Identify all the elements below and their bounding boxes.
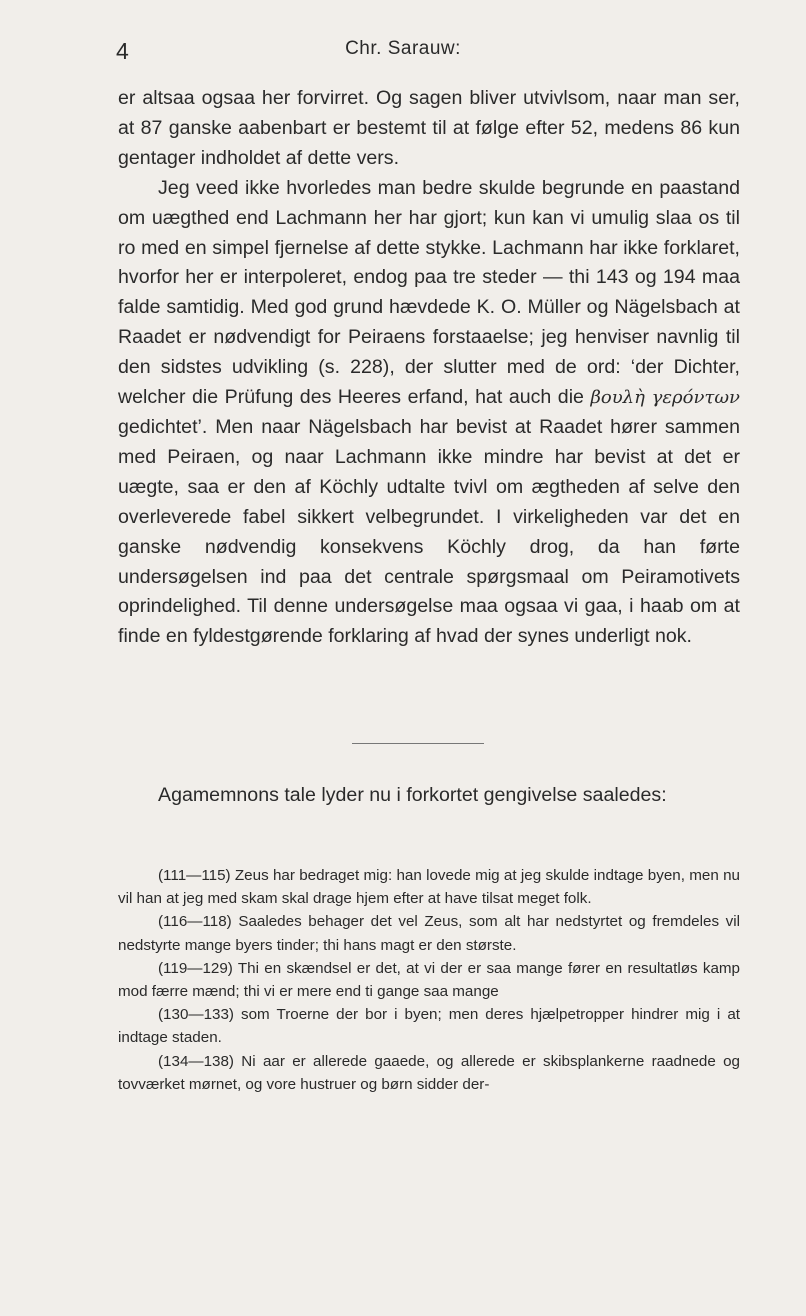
- page-number: 4: [116, 38, 129, 64]
- paraphrase-entry: (134—138) Ni aar er allerede gaaede, og allerede er skibsplankerne raadnede og tovværket mørnet, og vore hustruer og børn sidder der-: [118, 1052, 740, 1093]
- paragraph: Agamemnons tale lyder nu i forkortet gengivelse saaledes:: [158, 784, 667, 806]
- section-intro: [118, 781, 740, 811]
- paragraph: [118, 174, 740, 653]
- greek-phrase: βουλὴ γερόντων: [590, 387, 740, 409]
- main-text: [118, 84, 740, 652]
- paraphrase-entry: (111—115) Zeus har bedraget mig: han lovede mig at jeg skulde indtage byen, men nu vil han at jeg med skam skal drage hjem efter at have tilsat meget folk.: [118, 867, 740, 908]
- paraphrase-entry: (130—133) som Troerne der bor i byen; men deres hjælpetropper hindrer mig i at indtage staden.: [118, 1006, 740, 1047]
- paraphrase-entry: (119—129) Thi en skændsel er det, at vi der er saa mange fører en resultatløs kamp mod færre mænd; thi vi er mere end ti gange saa mange: [118, 959, 740, 1001]
- page-header: [0, 38, 806, 66]
- paraphrase-block: [118, 864, 740, 1096]
- section-divider: [352, 743, 484, 744]
- paragraph: er altsaa ogsaa her forvirret. Og sagen bliver utvivlsom, naar man ser, at 87 ganske aabenbart er bestemt til at følge efter 52, medens 86 kun gentager indholdet af dette vers.: [118, 87, 740, 169]
- paraphrase-entry: (116—118) Saaledes behager det vel Zeus, som alt har nedstyrtet og fremdeles vil nedstyrte mange byers tinder; thi hans magt er den største.: [118, 913, 740, 954]
- text-run: gedichtet’. Men naar Nägelsbach har bevist at Raadet hører sammen med Peiraen, og naar Lachmann ikke mindre har bevist at det er uægte, saa er den af Köchly udtalte tvivl om ægtheden af selve den overleverede fabel sikkert velbegrundet. I virkeligheden var det en ganske nødvendig konsekvens Köchly drog, da han førte undersøgelsen ind paa det centrale spørgsmaal om Peiramotivets oprindelighed. Til denne undersøgelse maa ogsaa vi gaa, i haab om at finde en fyldestgørende forklaring af hvad der synes underligt nok.: [118, 415, 740, 648]
- running-head: Chr. Sarauw:: [345, 38, 461, 59]
- text-run: Jeg veed ikke hvorledes man bedre skulde begrunde en paastand om uægthed end Lachmann her har gjort; kun kan vi umulig slaa os til ro med en simpel fjernelse af dette stykke. Lachmann har ikke forklaret, hvorfor her er interpoleret, endog paa tre steder — thi 143 og 194 maa falde samtidig. Med god grund hævdede K. O. Müller og Nägelsbach at Raadet er nødvendigt for Peiraens forstaaelse; jeg henviser navnlig til den sidstes udvikling (s. 228), der slutter med de ord: ‘der Dichter, welcher die Prüfung des Heeres erfand, hat auch die: [118, 176, 740, 409]
